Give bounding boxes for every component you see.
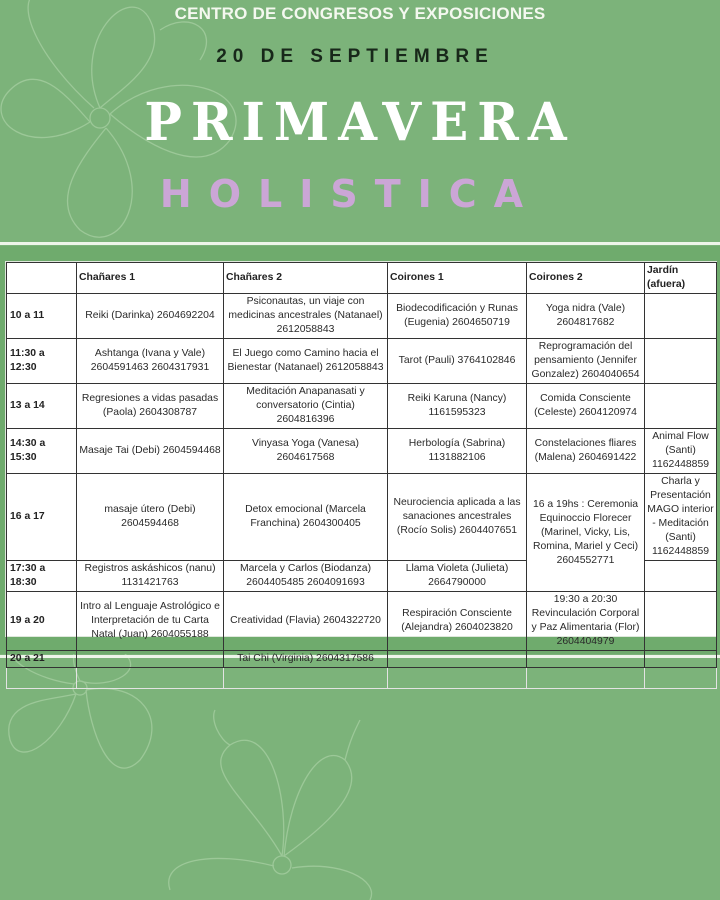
cell-chanares-1: Regresiones a vidas pasadas (Paola) 2604308787 <box>77 384 224 429</box>
cell-coirones-1: Biodecodificación y Runas (Eugenia) 2604650719 <box>388 294 527 339</box>
cell-coirones-2: 19:30 a 20:30 Revinculación Corporal y Paz Alimentaria (Flor) 2604404979 <box>527 592 645 651</box>
cell-chanares-2: Vinyasa Yoga (Vanesa) 2604617568 <box>224 429 388 474</box>
cell-jardin <box>645 294 717 339</box>
cell-jardin: Charla y Presentación MAGO interior - Meditación (Santi) 1162448859 <box>645 474 717 561</box>
venue-title: CENTRO DE CONGRESOS Y EXPOSICIONES <box>174 4 546 23</box>
cell-coirones-1: Herbología (Sabrina) 1131882106 <box>388 429 527 474</box>
cell-jardin <box>645 651 717 668</box>
table-row <box>7 339 717 384</box>
cell-coirones-2: Yoga nidra (Vale) 2604817682 <box>527 294 645 339</box>
empty-cell <box>7 668 77 689</box>
empty-cell <box>224 668 388 689</box>
event-date: 20 DE SEPTIEMBRE <box>216 46 494 67</box>
header-corner <box>7 263 77 294</box>
cell-chanares-1: Reiki (Darinka) 2604692204 <box>77 294 224 339</box>
cell-chanares-2: Creatividad (Flavia) 2604322720 <box>224 592 388 651</box>
cell-chanares-1: Intro al Lenguaje Astrológico e Interpretación de tu Carta Natal (Juan) 2604055188 <box>77 592 224 651</box>
table-row <box>7 651 717 668</box>
schedule-table <box>6 262 717 689</box>
cell-chanares-2: Meditación Anapanasati y conversatorio (Cintia) 2604816396 <box>224 384 388 429</box>
cell-coirones-1: Neurociencia aplicada a las sanaciones ancestrales (Rocío Solis) 2604407651 <box>388 474 527 561</box>
cell-chanares-1: Ashtanga (Ivana y Vale) 2604591463 2604317931 <box>77 339 224 384</box>
cell-coirones-1 <box>388 651 527 668</box>
cell-chanares-2: Tai Chi (Virginia) 2604317586 <box>224 651 388 668</box>
table-header-row <box>7 263 717 294</box>
cell-jardin <box>645 384 717 429</box>
cell-jardin <box>645 561 717 592</box>
table-row <box>7 294 717 339</box>
cell-chanares-1: Registros askáshicos (nanu) 1131421763 <box>77 561 224 592</box>
time-slot: 17:30 a 18:30 <box>7 561 77 592</box>
table-row <box>7 592 717 651</box>
cell-chanares-2: Detox emocional (Marcela Franchina) 2604300405 <box>224 474 388 561</box>
header-chanares-1: Chañares 1 <box>77 263 224 294</box>
time-slot: 14:30 a 15:30 <box>7 429 77 474</box>
time-slot: 11:30 a 12:30 <box>7 339 77 384</box>
cell-coirones-1: Tarot (Pauli) 3764102846 <box>388 339 527 384</box>
cell-coirones-2: Constelaciones fliares (Malena) 2604691422 <box>527 429 645 474</box>
cell-chanares-1 <box>77 651 224 668</box>
cell-coirones-1: Reiki Karuna (Nancy) 1161595323 <box>388 384 527 429</box>
cell-chanares-1: Masaje Tai (Debi) 2604594468 <box>77 429 224 474</box>
empty-cell <box>77 668 224 689</box>
time-slot: 19 a 20 <box>7 592 77 651</box>
cell-coirones-1: Llama Violeta (Julieta) 2664790000 <box>388 561 527 592</box>
empty-cell <box>645 668 717 689</box>
cell-chanares-2: Psiconautas, un viaje con medicinas ancestrales (Natanael) 2612058843 <box>224 294 388 339</box>
cell-coirones-2: Comida Consciente (Celeste) 2604120974 <box>527 384 645 429</box>
band-top-divider <box>0 242 720 245</box>
cell-chanares-2: El Juego como Camino hacia el Bienestar (Natanael) 2612058843 <box>224 339 388 384</box>
cell-jardin <box>645 592 717 651</box>
table-row <box>7 429 717 474</box>
event-title-primavera: PRIMAVERA <box>144 90 576 153</box>
cell-coirones-2 <box>527 651 645 668</box>
empty-cell <box>527 668 645 689</box>
empty-row <box>7 668 717 689</box>
table-row <box>7 474 717 561</box>
header-jardin: Jardín (afuera) <box>645 263 717 294</box>
cell-chanares-2: Marcela y Carlos (Biodanza) 2604405485 2604091693 <box>224 561 388 592</box>
empty-cell <box>388 668 527 689</box>
cell-jardin: Animal Flow (Santi) 1162448859 <box>645 429 717 474</box>
header-coirones-2: Coirones 2 <box>527 263 645 294</box>
time-slot: 13 a 14 <box>7 384 77 429</box>
table-row <box>7 384 717 429</box>
time-slot: 20 a 21 <box>7 651 77 668</box>
cell-jardin <box>645 339 717 384</box>
time-slot: 16 a 17 <box>7 474 77 561</box>
header-coirones-1: Coirones 1 <box>388 263 527 294</box>
cell-coirones-1: Respiración Consciente (Alejandra) 2604023820 <box>388 592 527 651</box>
cell-coirones-2: Reprogramación del pensamiento (Jennifer Gonzalez) 2604040654 <box>527 339 645 384</box>
event-title-holistica: HOLISTICA <box>159 172 541 216</box>
cell-coirones-2-ceremonia: 16 a 19hs : Ceremonia Equinoccio Florecer (Marinel, Vicky, Lis, Romina, Mariel y Ceci) 2604552771 <box>527 474 645 592</box>
time-slot: 10 a 11 <box>7 294 77 339</box>
schedule-sheet <box>6 262 716 664</box>
header-chanares-2: Chañares 2 <box>224 263 388 294</box>
cell-chanares-1: masaje útero (Debi) 2604594468 <box>77 474 224 561</box>
